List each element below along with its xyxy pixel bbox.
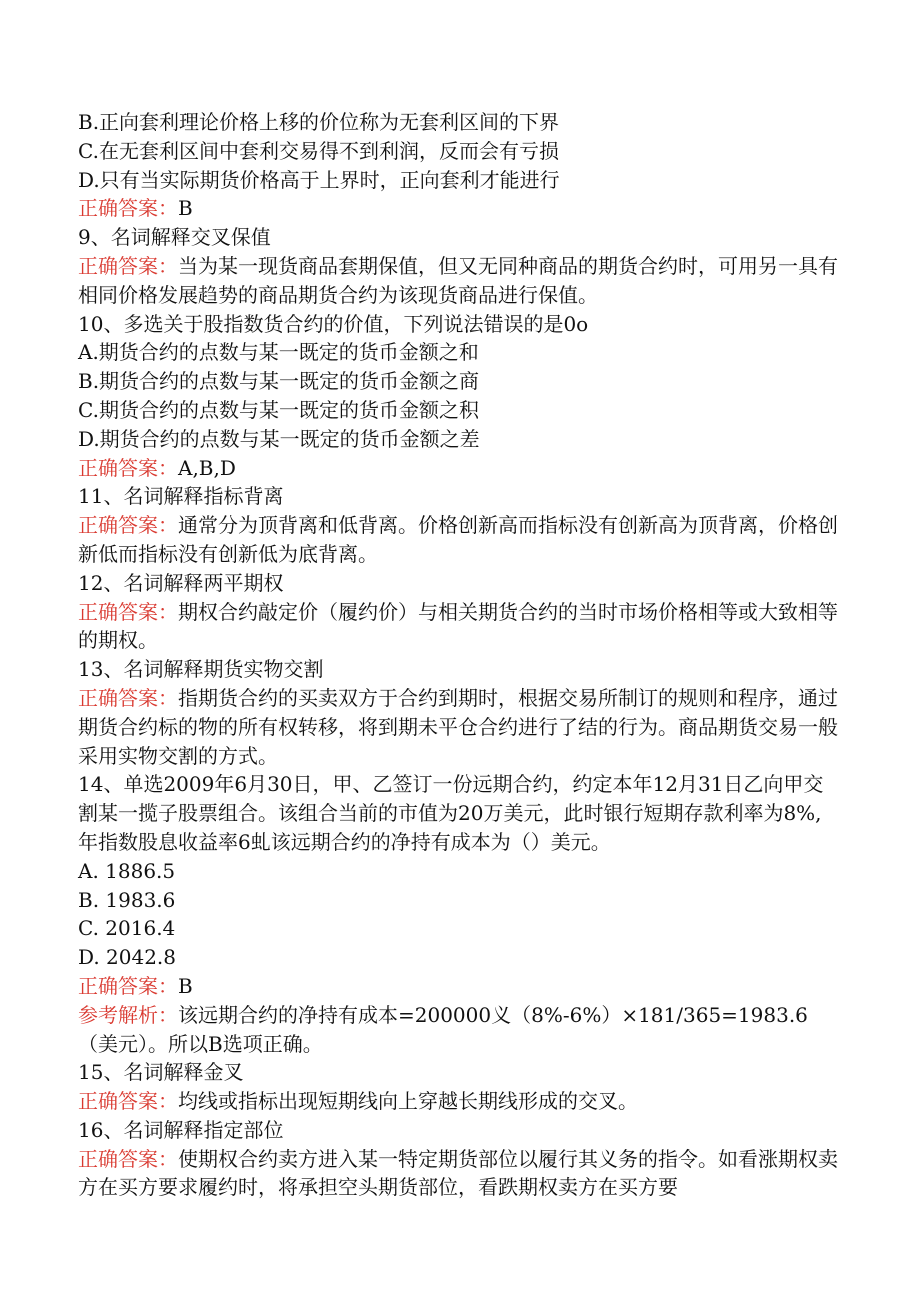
answer-value: 指期货合约的买卖双方于合约到期时，根据交易所制订的规则和程序，通过期货合约标的物的所有权转移，将到期未平仓合约进行了结的行为。商品期货交易一般采用实物交割的方式。 xyxy=(78,685,838,768)
question-16: 16、名词解释指定部位 xyxy=(78,1117,284,1142)
question-11: 11、名词解释指标背离 xyxy=(78,484,284,509)
answer-value: 期权合约敲定价（履约价）与相关期货合约的当时市场价格相等或大致相等的期权。 xyxy=(78,599,838,653)
option-d-q8: D.只有当实际期货价格高于上界时，正向套利才能进行 xyxy=(78,167,560,192)
answer-value: B xyxy=(178,196,193,221)
answer-label: 正确答案： xyxy=(78,1146,178,1171)
answer-q14 xyxy=(78,972,838,1001)
option-d-q14: D. 2042.8 xyxy=(78,945,177,970)
question-12: 12、名词解释两平期权 xyxy=(78,570,284,595)
answer-q10 xyxy=(78,454,838,483)
question-13: 13、名词解释期货实物交割 xyxy=(78,657,324,682)
answer-q8 xyxy=(78,194,838,223)
question-14: 14、单选2009年6月30日，甲、乙签订一份远期合约，约定本年12月31日乙向甲交割某一揽子股票组合。该组合当前的市值为20万美元，此时银行短期存款利率为8%,年指数股息收益率6虬该远期合约的净持有成本为（）美元。 xyxy=(78,772,824,854)
option-b-q14: B. 1983.6 xyxy=(78,887,176,912)
answer-label: 正确答案： xyxy=(78,196,178,221)
answer-q16 xyxy=(78,1145,838,1203)
answer-q11 xyxy=(78,511,838,569)
answer-label: 正确答案： xyxy=(78,1089,178,1114)
answer-label: 正确答案： xyxy=(78,685,178,710)
option-d-q10: D.期货合约的点数与某一既定的货币金额之差 xyxy=(78,426,480,451)
question-9: 9、名词解释交叉保值 xyxy=(78,225,271,250)
answer-q9 xyxy=(78,252,838,310)
analysis-value: 该远期合约的净持有成本=200000义（8%-6%）×181/365=1983.6（美元）。所以B选项正确。 xyxy=(78,1002,808,1056)
option-c-q10: C.期货合约的点数与某一既定的货币金额之积 xyxy=(78,397,479,422)
answer-label: 正确答案： xyxy=(78,253,178,278)
question-10: 10、多选关于股指数货合约的价值，下列说法错误的是0o xyxy=(78,311,589,336)
answer-value: 通常分为顶背离和低背离。价格创新高而指标没有创新高为顶背离，价格创新低而指标没有创新低为底背离。 xyxy=(78,513,838,566)
answer-value: 使期权合约卖方进入某一特定期货部位以履行其义务的指令。如看涨期权卖方在买方要求履约时，将承担空头期货部位，看跌期权卖方在买方要 xyxy=(78,1146,838,1200)
answer-value: 当为某一现货商品套期保值，但又无同种商品的期货合约时，可用另一具有相同价格发展趋势的商品期货合约为该现货商品进行保值。 xyxy=(78,253,838,307)
answer-label: 正确答案： xyxy=(78,599,178,624)
option-c-q8: C.在无套利区间中套利交易得不到利润，反而会有亏损 xyxy=(78,138,559,163)
option-a-q14: A. 1886.5 xyxy=(78,858,176,883)
analysis-q14 xyxy=(78,1001,838,1059)
option-b-q10: B.期货合约的点数与某一既定的货币金额之商 xyxy=(78,369,480,394)
answer-q15 xyxy=(78,1087,838,1116)
answer-value: 均线或指标出现短期线向上穿越长期线形成的交叉。 xyxy=(178,1089,638,1114)
option-a-q10: A.期货合约的点数与某一既定的货币金额之和 xyxy=(78,340,479,365)
document-body xyxy=(78,108,838,1202)
option-b-q8: B.正向套利理论价格上移的价位称为无套利区间的下界 xyxy=(78,110,560,134)
answer-label: 正确答案： xyxy=(78,973,178,998)
answer-label: 正确答案： xyxy=(78,513,178,538)
answer-q12 xyxy=(78,598,838,656)
analysis-label: 参考解析： xyxy=(78,1002,178,1027)
question-15: 15、名词解释金叉 xyxy=(78,1060,244,1085)
answer-value: B xyxy=(178,973,193,998)
answer-q13 xyxy=(78,684,838,770)
answer-label: 正确答案： xyxy=(78,455,178,480)
answer-value: A,B,D xyxy=(178,455,236,480)
option-c-q14: C. 2016.4 xyxy=(78,916,176,941)
